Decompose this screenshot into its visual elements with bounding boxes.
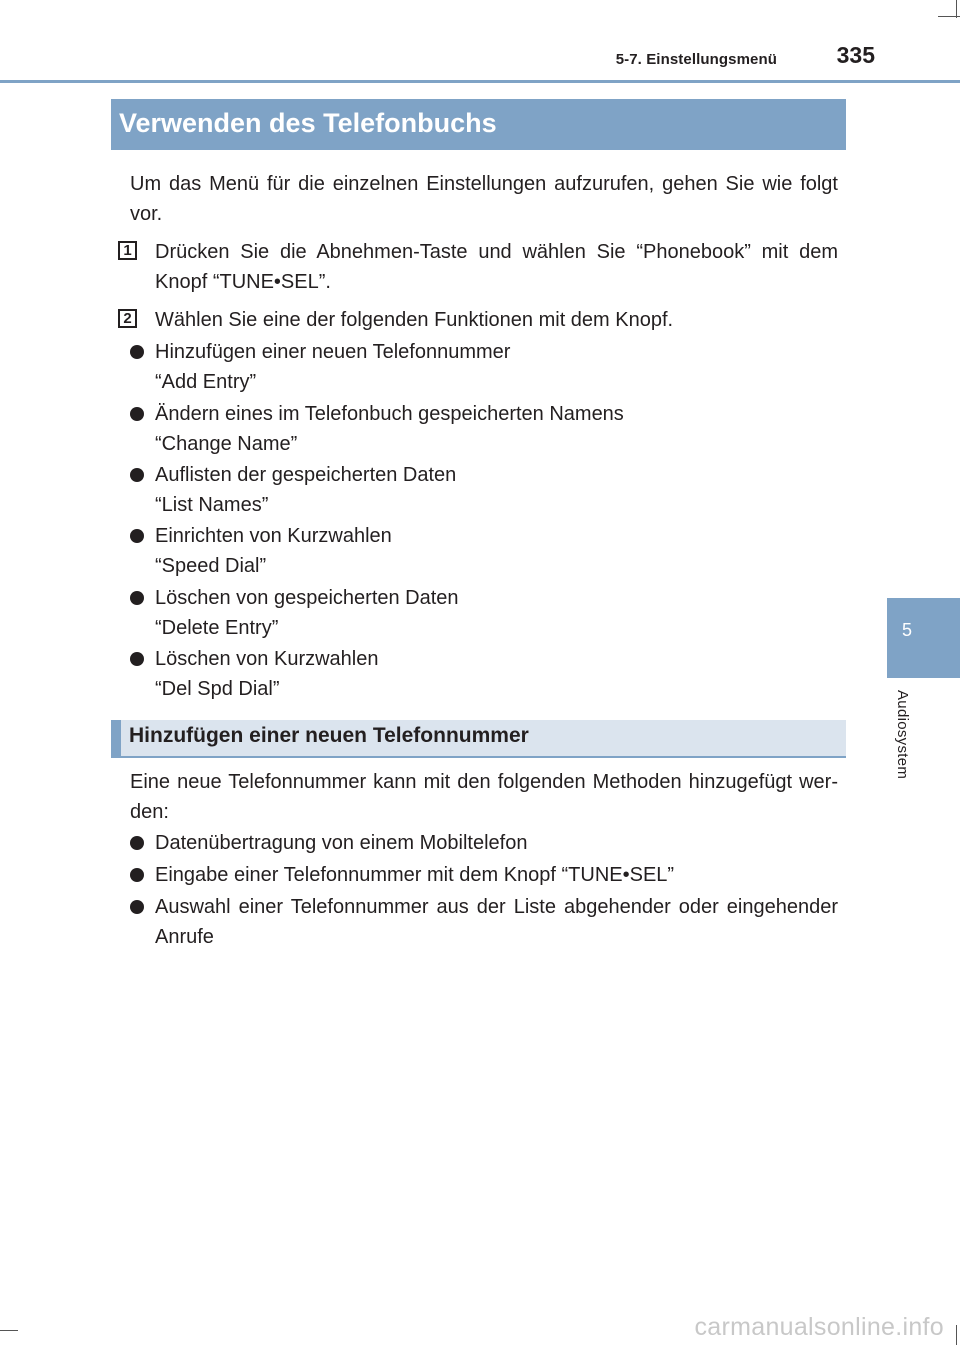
bullet-icon xyxy=(130,868,144,882)
bullet-icon xyxy=(130,836,144,850)
section-intro: Um das Menü für die einzelnen Einstellungen aufzurufen, gehen Sie wie folgt vor. xyxy=(130,173,838,225)
function-description: Auflisten der gespeicherten Daten xyxy=(155,464,457,486)
function-menu-label: “Add Entry” xyxy=(155,371,257,393)
chapter-label: Audiosystem xyxy=(894,690,911,780)
bullet-icon xyxy=(130,345,144,359)
function-menu-label: “Speed Dial” xyxy=(155,555,267,577)
section-title: Verwenden des Telefonbuchs xyxy=(111,99,846,150)
bullet-icon xyxy=(130,407,144,421)
step-text: Wählen Sie eine der folgenden Funktionen mit dem Knopf. xyxy=(155,309,674,331)
crop-mark xyxy=(956,1325,957,1345)
header-rule xyxy=(0,80,960,83)
method-text: Datenübertragung von einem Mobiltelefon xyxy=(155,832,528,854)
subsection-header xyxy=(111,720,846,758)
bullet-icon xyxy=(130,900,144,914)
subsection-accent xyxy=(111,720,121,756)
function-menu-label: “Change Name” xyxy=(155,433,298,455)
step-text: Drücken Sie die Abnehmen-Taste und wählen Sie “Phonebook” mit dem Knopf “TUNE•SEL”. xyxy=(155,241,838,293)
crop-mark xyxy=(0,1330,18,1331)
bullet-icon xyxy=(130,529,144,543)
chapter-number: 5 xyxy=(901,620,912,640)
function-description: Ändern eines im Telefonbuch gespeicherten Namens xyxy=(155,403,624,425)
function-description: Löschen von gespeicherten Daten xyxy=(155,587,459,609)
running-header-section: 5-7. Einstellungsmenü xyxy=(615,51,777,68)
step-number-badge: 1 xyxy=(118,241,137,260)
subsection-intro: Eine neue Telefonnummer kann mit den folgenden Methoden hinzugefügt wer- den: xyxy=(130,771,838,823)
method-text: Auswahl einer Telefonnummer aus der Liste abgehender oder eingehender Anrufe xyxy=(155,896,838,948)
chapter-tab xyxy=(887,598,960,678)
step-number-badge: 2 xyxy=(118,309,137,328)
function-menu-label: “List Names” xyxy=(155,494,269,516)
bullet-icon xyxy=(130,652,144,666)
crop-mark xyxy=(956,0,957,18)
bullet-icon xyxy=(130,468,144,482)
page-number: 335 xyxy=(836,42,875,68)
function-description: Löschen von Kurzwahlen xyxy=(155,648,379,670)
function-description: Hinzufügen einer neuen Telefonnummer xyxy=(155,341,511,363)
bullet-icon xyxy=(130,591,144,605)
subsection-title: Hinzufügen einer neuen Telefonnummer xyxy=(129,724,529,747)
watermark: carmanualsonline.info xyxy=(694,1313,944,1341)
function-description: Einrichten von Kurzwahlen xyxy=(155,525,392,547)
function-menu-label: “Delete Entry” xyxy=(155,617,279,639)
method-text: Eingabe einer Telefonnummer mit dem Knopf “TUNE•SEL” xyxy=(155,864,675,886)
function-menu-label: “Del Spd Dial” xyxy=(155,678,280,700)
